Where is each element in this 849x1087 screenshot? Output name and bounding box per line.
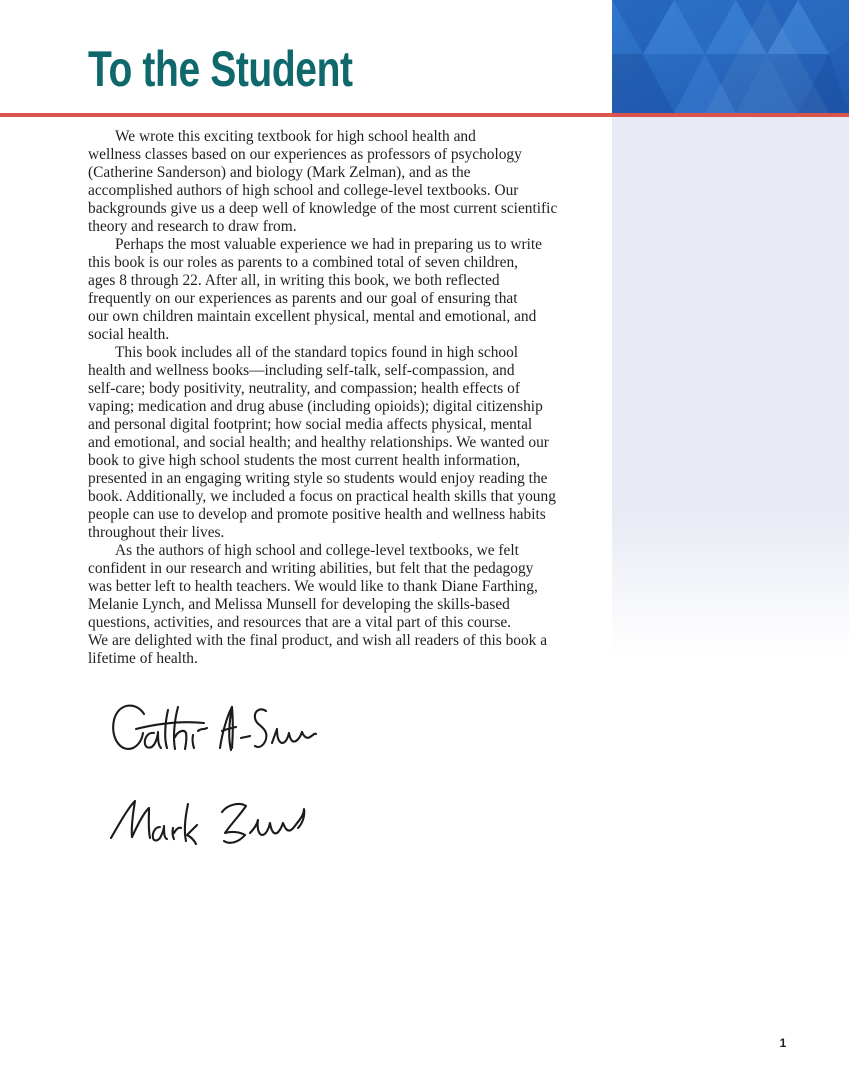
paragraph: [88, 128, 648, 236]
paragraph-line: Melanie Lynch, and Melissa Munsell for developing the skills-based: [88, 596, 510, 613]
body-text: [88, 128, 648, 668]
red-rule: [0, 113, 849, 117]
paragraph-line: This book includes all of the standard topics found in high school: [115, 344, 519, 361]
paragraph-line: questions, activities, and resources that are a vital part of this course.: [88, 614, 512, 631]
paragraph-line: was better left to health teachers. We would like to thank Diane Farthing,: [88, 578, 538, 595]
paragraph-line: book to give high school students the most current health information,: [88, 452, 521, 469]
paragraph-line: backgrounds give us a deep well of knowledge of the most current scientific: [88, 200, 558, 217]
paragraph-line: health and wellness books—including self-talk, self-compassion, and: [88, 362, 515, 379]
paragraph-line: vaping; medication and drug abuse (including opioids); digital citizenship: [88, 398, 543, 415]
paragraph-line: ages 8 through 22. After all, in writing this book, we both reflected: [88, 272, 500, 289]
paragraph-line: and personal digital footprint; how social media affects physical, mental: [88, 416, 533, 433]
paragraph-line: We are delighted with the final product, and wish all readers of this book a: [88, 632, 548, 649]
paragraph-line: wellness classes based on our experiences as professors of psychology: [88, 146, 522, 163]
paragraph-line: As the authors of high school and college-level textbooks, we felt: [115, 542, 519, 559]
paragraph-line: theory and research to draw from.: [88, 218, 297, 235]
paragraph: [88, 236, 648, 344]
page-title: [88, 42, 427, 96]
paragraph-line: Perhaps the most valuable experience we had in preparing us to write: [115, 236, 542, 253]
sanderson-signature-graphic: [108, 698, 318, 762]
paragraph-line: confident in our research and writing abilities, but felt that the pedagogy: [88, 560, 534, 577]
paragraph-line: self-care; body positivity, neutrality, and compassion; health effects of: [88, 380, 520, 397]
paragraph-line: our own children maintain excellent physical, mental and emotional, and: [88, 308, 537, 325]
paragraph: [88, 542, 648, 668]
paragraph-line: frequently on our experiences as parents and our goal of ensuring that: [88, 290, 518, 307]
paragraph-line: (Catherine Sanderson) and biology (Mark Zelman), and as the: [88, 164, 471, 181]
paragraph-line: people can use to develop and promote positive health and wellness habits: [88, 506, 546, 523]
page-number: 1: [779, 1036, 787, 1050]
triangle-pattern-graphic: [612, 0, 849, 113]
signature-mark-zelman: [106, 792, 311, 850]
paragraph-line: We wrote this exciting textbook for high school health and: [115, 128, 476, 145]
paragraph-line: and emotional, and social health; and healthy relationships. We wanted our: [88, 434, 549, 451]
paragraph-line: social health.: [88, 326, 170, 343]
paragraph-line: book. Additionally, we included a focus on practical health skills that young: [88, 488, 556, 505]
paragraph-line: accomplished authors of high school and college-level textbooks. Our: [88, 182, 519, 199]
signature-catherine-sanderson: [108, 698, 318, 762]
paragraph-line: presented in an engaging writing style so students would enjoy reading the: [88, 470, 548, 487]
paragraph-line: throughout their lives.: [88, 524, 225, 541]
page-title-text: To the Student: [88, 41, 353, 97]
paragraph: [88, 344, 648, 542]
paragraph-line: this book is our roles as parents to a combined total of seven children,: [88, 254, 518, 271]
paragraph-line: lifetime of health.: [88, 650, 198, 667]
zelman-signature-graphic: [106, 792, 311, 850]
